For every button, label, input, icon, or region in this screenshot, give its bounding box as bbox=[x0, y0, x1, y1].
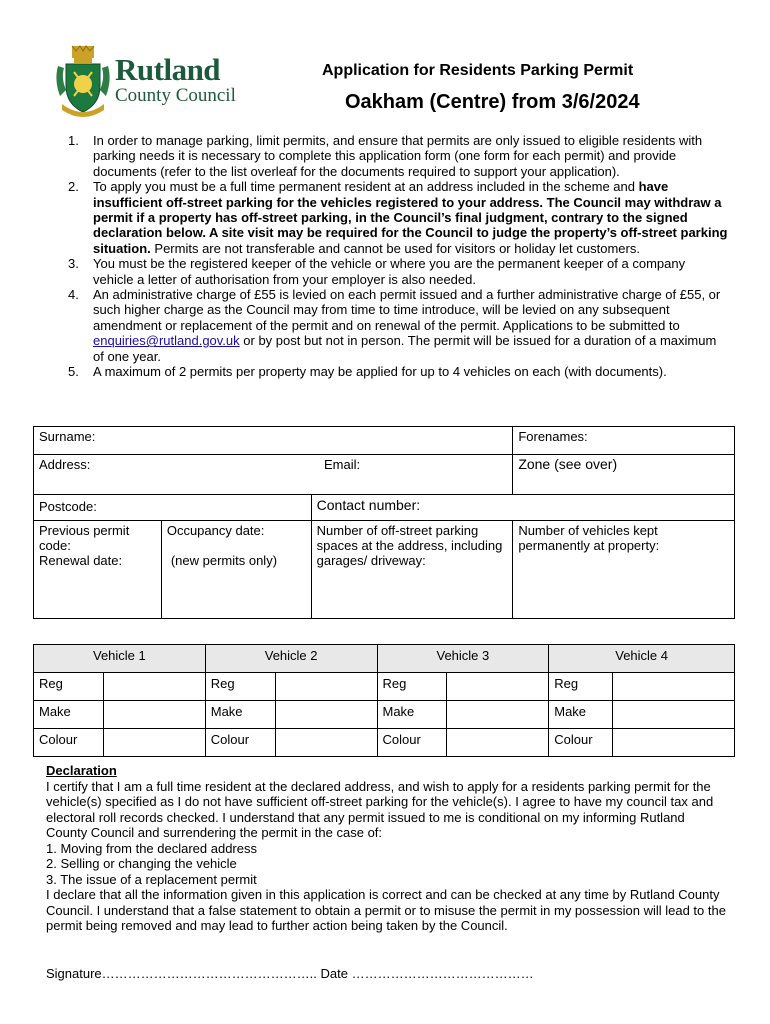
colour-label: Colour bbox=[549, 729, 613, 757]
reg-label: Reg bbox=[205, 673, 275, 701]
item-text-bold: have insufficient off-street parking for the vehicles registered to your address. The Council may withdraw a permit if a property has off-street parking, in the Council’s final judgment, contrary to the signed declaration below. A site visit may be required for the Council to judge the property’s off-street parking situation. bbox=[93, 179, 728, 256]
instructions-list bbox=[68, 133, 728, 380]
item-number: 2. bbox=[68, 179, 79, 195]
vehicle-4-reg-field[interactable] bbox=[613, 673, 735, 701]
coat-of-arms-icon bbox=[52, 44, 114, 120]
colour-label: Colour bbox=[205, 729, 275, 757]
make-label: Make bbox=[34, 701, 104, 729]
vehicle-details-table bbox=[33, 644, 735, 757]
email-label: Email: bbox=[324, 457, 361, 472]
instruction-item bbox=[68, 179, 728, 256]
item-number: 5. bbox=[68, 364, 79, 380]
off-street-spaces-label: Number of off-street parking spaces at the address, including garages/ driveway: bbox=[316, 523, 503, 568]
instruction-item bbox=[68, 287, 728, 364]
item-number: 4. bbox=[68, 287, 79, 303]
signature-line bbox=[46, 966, 534, 981]
instruction-item bbox=[68, 256, 728, 287]
date-field[interactable]: Date …………………………………… bbox=[320, 966, 534, 981]
vehicle-1-reg-field[interactable] bbox=[103, 673, 205, 701]
colour-label: Colour bbox=[34, 729, 104, 757]
reg-label: Reg bbox=[549, 673, 613, 701]
declaration-condition: 2. Selling or changing the vehicle bbox=[46, 856, 237, 871]
off-street-spaces-field[interactable] bbox=[311, 521, 513, 619]
logo-text bbox=[115, 52, 236, 107]
item-text-end: Permits are not transferable and cannot be used for visitors or holiday let customers. bbox=[150, 240, 640, 256]
vehicle-3-make-field[interactable] bbox=[447, 701, 549, 729]
item-text-end: or by post but not in person. The permit will be issued for a duration of a maximum of one year. bbox=[93, 333, 717, 364]
vehicle-3-colour-field[interactable] bbox=[447, 729, 549, 757]
declaration-condition: 3. The issue of a replacement permit bbox=[46, 871, 257, 887]
vehicle-3-header: Vehicle 3 bbox=[377, 645, 549, 673]
vehicle-2-reg-field[interactable] bbox=[275, 673, 377, 701]
item-number: 1. bbox=[68, 133, 79, 148]
vehicle-4-make-field[interactable] bbox=[613, 701, 735, 729]
reg-label: Reg bbox=[34, 673, 104, 701]
applicant-details-table bbox=[33, 426, 735, 619]
make-label: Make bbox=[205, 701, 275, 729]
vehicle-3-reg-field[interactable] bbox=[447, 673, 549, 701]
instruction-item bbox=[68, 133, 728, 179]
postcode-label: Postcode: bbox=[39, 499, 97, 514]
contact-number-label: Contact number: bbox=[316, 497, 421, 513]
signature-field[interactable]: Signature………………………………………….. bbox=[46, 966, 321, 981]
logo-line-1: Rutland bbox=[115, 52, 221, 87]
forenames-field[interactable] bbox=[513, 427, 735, 455]
contact-number-field[interactable] bbox=[311, 495, 734, 521]
zone-label: Zone (see over) bbox=[518, 456, 618, 472]
address-email-field[interactable] bbox=[34, 455, 513, 495]
item-number: 3. bbox=[68, 256, 79, 272]
forenames-label: Forenames: bbox=[518, 429, 588, 444]
item-text: In order to manage parking, limit permits, and ensure that permits are only issued to eligible residents with parking needs it is necessary to complete this application form (one form for each permit) and provide documents (refer to the list overleaf for the documents required to support your application). bbox=[93, 133, 703, 179]
zone-field[interactable] bbox=[513, 455, 735, 495]
previous-permit-label: Previous permit code: bbox=[39, 523, 130, 553]
item-text-start: To apply you must be a full time permanent resident at an address included in the scheme and bbox=[93, 179, 639, 195]
previous-permit-field[interactable] bbox=[34, 521, 162, 619]
declaration-paragraph-2: I declare that all the information given in this application is correct and can be checked at any time by Rutland County Council. I understand that a false statement to obtain a permit or to misuse the permit in my possession will lead to the permit being removed and may lead to further action being taken by the Council. bbox=[46, 887, 726, 933]
item-text: You must be the registered keeper of the vehicle or where you are the permanent keeper of a company vehicle a letter of authorisation from your employer is also needed. bbox=[93, 256, 686, 287]
postcode-field[interactable] bbox=[34, 495, 312, 521]
declaration-condition: 1. Moving from the declared address bbox=[46, 840, 257, 856]
address-label: Address: bbox=[39, 457, 91, 472]
vehicle-1-header: Vehicle 1 bbox=[34, 645, 206, 673]
item-text-start: An administrative charge of £55 is levied on each permit issued and a further administrative charge of £55, or such higher charge as the Council may from time to time introduce, will be levied on any subsequent amendment or replacement of the permit and on renewal of the permit. Applications to be submitted to bbox=[93, 287, 721, 333]
vehicles-kept-label: Number of vehicles kept permanently at property: bbox=[518, 523, 660, 553]
form-title: Application for Residents Parking Permit bbox=[322, 62, 634, 79]
surname-field[interactable] bbox=[34, 427, 513, 455]
renewal-date-label: Renewal date: bbox=[39, 553, 123, 568]
form-subtitle: Oakham (Centre) from 3/6/2024 bbox=[345, 91, 640, 113]
vehicle-2-colour-field[interactable] bbox=[275, 729, 377, 757]
make-label: Make bbox=[377, 701, 447, 729]
vehicle-4-colour-field[interactable] bbox=[613, 729, 735, 757]
declaration-paragraph-1: I certify that I am a full time resident at the declared address, and wish to apply for a residents parking permit for the vehicle(s) specified as I do not have sufficient off-street parking for the vehicle(s). I agree to have my council tax and electoral roll records checked. I understand that any permit issued to me is conditional on my informing Rutland County Council and surrendering the permit in the case of: bbox=[46, 778, 714, 840]
item-text: A maximum of 2 permits per property may be applied for up to 4 vehicles on each (with documents). bbox=[93, 364, 667, 380]
occupancy-date-label: Occupancy date: bbox=[166, 523, 265, 538]
email-link[interactable]: enquiries@rutland.gov.uk bbox=[93, 333, 240, 349]
make-label: Make bbox=[549, 701, 613, 729]
instruction-item bbox=[68, 364, 728, 379]
vehicle-2-make-field[interactable] bbox=[275, 701, 377, 729]
declaration-heading: Declaration bbox=[46, 763, 117, 778]
vehicles-kept-field[interactable] bbox=[513, 521, 735, 619]
vehicle-2-header: Vehicle 2 bbox=[205, 645, 377, 673]
logo-line-2: County Council bbox=[115, 85, 236, 106]
occupancy-date-field[interactable] bbox=[161, 521, 311, 619]
new-permits-note: (new permits only) bbox=[170, 553, 278, 568]
surname-label: Surname: bbox=[39, 429, 96, 444]
declaration-section bbox=[46, 763, 726, 934]
vehicle-1-make-field[interactable] bbox=[103, 701, 205, 729]
reg-label: Reg bbox=[377, 673, 447, 701]
vehicle-4-header: Vehicle 4 bbox=[549, 645, 735, 673]
vehicle-1-colour-field[interactable] bbox=[103, 729, 205, 757]
colour-label: Colour bbox=[377, 729, 447, 757]
